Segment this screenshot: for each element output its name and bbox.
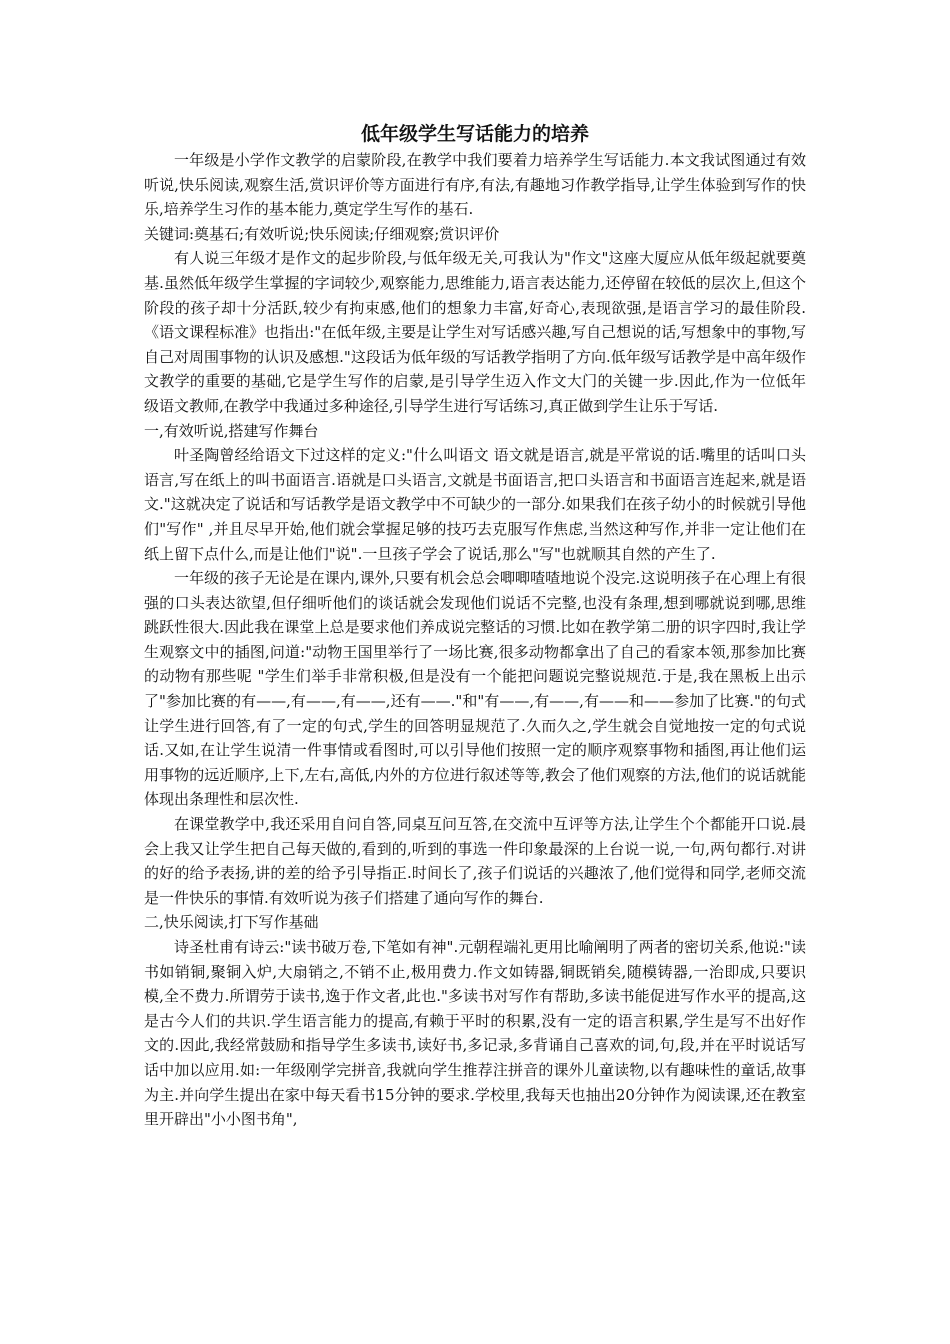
section-heading-1: 一,有效听说,搭建写作舞台 [144, 421, 319, 440]
section1-paragraph-3: 在课堂教学中,我还采用自问自答,同桌互问互答,在交流中互评等方法,让学生个个都能开口说.晨会上我又让学生把自己每天做的,看到的,听到的事选一件印象最深的上台说一说,一句,两句都行.对讲的好的给予表扬,讲的差的给予引导指正.时间长了,孩子们说话的兴趣浓了,他们觉得和同学,老师交流是一件快乐的事情.有效听说为孩子们搭建了通向写作的舞台. [144, 815, 806, 907]
keywords-line: 关键词:奠基石;有效听说;快乐阅读;仔细观察;赏识评价 [144, 224, 500, 243]
abstract-paragraph: 一年级是小学作文教学的启蒙阶段,在教学中我们要着力培养学生写话能力.本文我试图通过有效听说,快乐阅读,观察生活,赏识评价等方面进行有序,有法,有趣地习作教学指导,让学生体验到写作的快乐,培养学生习作的基本能力,奠定学生写作的基石. [144, 151, 806, 219]
section1-paragraph-2: 一年级的孩子无论是在课内,课外,只要有机会总会唧唧喳喳地说个没完.这说明孩子在心理上有很强的口头表达欲望,但仔细听他们的谈话就会发现他们说话不完整,也没有条理,想到哪就说到哪,思维跳跃性很大.因此我在课堂上总是要求他们养成说完整话的习惯.比如在教学第二册的识字四时,我让学生观察文中的插图,问道:"动物王国里举行了一场比赛,很多动物都拿出了自己的看家本领,那参加比赛的动物有那些呢 "学生们举手非常积极,但是没有一个能把问题说完整说规范.于是,我在黑板上出示了"参加比赛的有——,有——,有——,还有——."和"有——,有——,有——和——参加了比赛."的句式让学生进行回答,有了一定的句式,学生的回答明显规范了.久而久之,学生就会自觉地按一定的句式说话.又如,在让学生说清一件事情或看图时,可以引导他们按照一定的顺序观察事物和插图,再让他们运用事物的远近顺序,上下,左右,高低,内外的方位进行叙述等等,教会了他们观察的方法,他们的说话就能体现出条理性和层次性. [144, 569, 806, 809]
document-page [144, 120, 806, 1132]
section-heading-2: 二,快乐阅读,打下写作基础 [144, 913, 319, 932]
section1-paragraph-1: 叶圣陶曾经给语文下过这样的定义:"什么叫语文 语文就是语言,就是平常说的话.嘴里的话叫口头语言,写在纸上的叫书面语言.语就是口头语言,文就是书面语言,把口头语言和书面语言连起来,就是语文."这就决定了说话和写话教学是语文教学中不可缺少的一部分.如果我们在孩子幼小的时候就引导他们"写作" ,并且尽早开始,他们就会掌握足够的技巧去克服写作焦虑,当然这种写作,并非一定让他们在纸上留下点什么,而是让他们"说".一旦孩子学会了说话,那么"写"也就顺其自然的产生了. [144, 446, 806, 563]
document-title: 低年级学生写话能力的培养 [360, 123, 589, 145]
section2-paragraph-1: 诗圣杜甫有诗云:"读书破万卷,下笔如有神".元朝程端礼更用比喻阐明了两者的密切关系,他说:"读书如销铜,聚铜入炉,大扇销之,不销不止,极用费力.作文如铸器,铜既销矣,随模铸器,一治即成,只要识模,全不费力.所谓劳于读书,逸于作文者,此也."多读书对写作有帮助,多读书能促进写作水平的提高,这是古今人们的共识.学生语言能力的提高,有赖于平时的积累,没有一定的语言积累,学生是写不出好作文的.因此,我经常鼓励和指导学生多读书,读好书,多记录,多背诵自己喜欢的词,句,段,并在平时说话写话中加以应用.如:一年级刚学完拼音,我就向学生推荐注拼音的课外儿童读物,以有趣味性的童话,故事为主.并向学生提出在家中每天看书15分钟的要求.学校里,我每天也抽出20分钟作为阅读课,还在教室里开辟出"小小图书角", [144, 938, 806, 1129]
intro-paragraph: 有人说三年级才是作文的起步阶段,与低年级无关,可我认为"作文"这座大厦应从低年级起就要奠基.虽然低年级学生掌握的字词较少,观察能力,思维能力,语言表达能力,还停留在较低的层次上,但这个阶段的孩子却十分活跃,较少有拘束感,他们的想象力丰富,好奇心,表现欲强,是语言学习的最佳阶段.《语文课程标准》也指出:"在低年级,主要是让学生对写话感兴趣,写自己想说的话,写想象中的事物,写自己对周围事物的认识及感想."这段话为低年级的写话教学指明了方向.低年级写话教学是中高年级作文教学的重要的基础,它是学生写作的启蒙,是引导学生迈入作文大门的关键一步.因此,作为一位低年级语文教师,在教学中我通过多种途径,引导学生进行写话练习,真正做到学生让乐于写话. [144, 249, 806, 415]
